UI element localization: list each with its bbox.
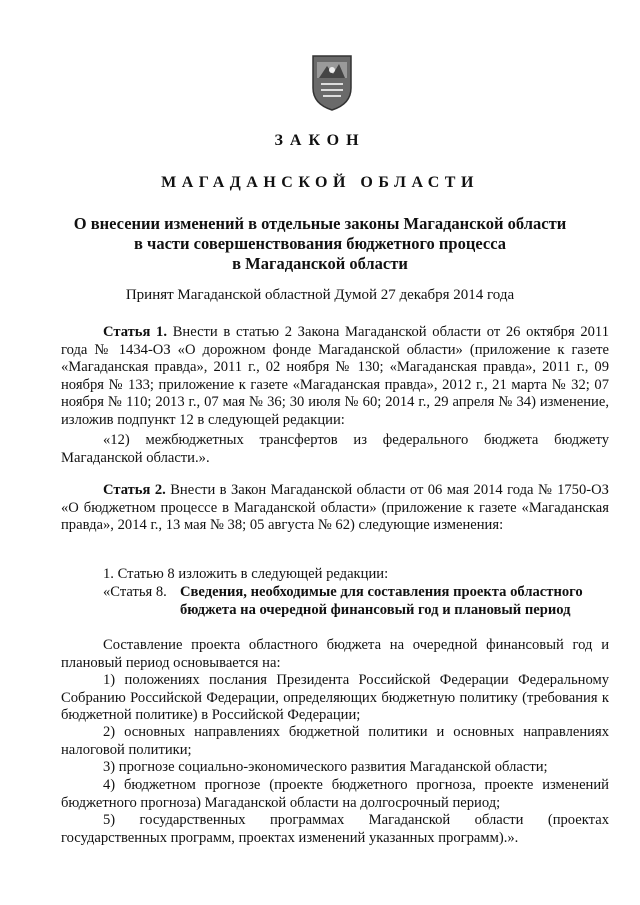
list-item: 2) основных направлениях бюджетной политики и основных направлениях налоговой политики; bbox=[61, 724, 609, 758]
article-8-intro: Составление проекта областного бюджета на очередной финансовый год и плановый период основывается на: bbox=[61, 637, 609, 671]
list-item: 1) положениях послания Президента Российской Федерации Федеральному Собранию Российской Федерации, определяющих бюджетную политику (требования к бюджетной политике) в Российской Федерации; bbox=[61, 672, 609, 723]
list-item: 3) прогнозе социально-экономического развития Магаданской области; bbox=[103, 759, 548, 775]
title-line: в части совершенствования бюджетного процесса bbox=[134, 234, 506, 253]
article-2-label: Статья 2. bbox=[103, 482, 166, 498]
list-item: 4) бюджетном прогнозе (проекте бюджетного прогноза, проекте изменений бюджетного прогноза) Магаданской области на долгосрочный период; bbox=[61, 777, 609, 811]
law-heading: ЗАКОН bbox=[274, 132, 366, 149]
title-line: О внесении изменений в отдельные законы Магаданской области bbox=[73, 214, 567, 233]
article-1-text: Внести в статью 2 Закона Магаданской области от 26 октября 2011 года № 1434-ОЗ «О дорожном фонде Магаданской области» (приложение к газете «Магаданская правда», 2011 г., 02 ноября № 130; «Магаданская правда», 2011 г., 09 ноября № 133; приложение к газете «Магаданская правда», 2012 г., 21 марта № 32; 07 ноября № 110; 2013 г., 07 мая № 36; 30 июля № 60; 2014 г., 29 апреля № 34) изменение, изложив подпункт 12 в следующей редакции: bbox=[61, 324, 609, 428]
article-2-text: Внести в Закон Магаданской области от 06 мая 2014 года № 1750-ОЗ «О бюджетном процессе в Магаданской области» (приложение к газете «Магаданская правда», 2014 г., 13 мая № 38; 05 августа № 62) следующие изменения: bbox=[61, 482, 609, 533]
coat-of-arms-emblem bbox=[311, 54, 353, 112]
article-1-paragraph bbox=[61, 324, 609, 429]
adoption-line: Принят Магаданской областной Думой 27 декабря 2014 года bbox=[125, 287, 515, 303]
article-8-heading: Сведения, необходимые для составления проекта областного бюджета на очередной финансовый год и плановый период bbox=[180, 584, 583, 618]
article-8-label: «Статья 8. bbox=[103, 584, 167, 600]
item-1-text: 1. Статью 8 изложить в следующей редакции: bbox=[103, 566, 389, 582]
law-title bbox=[0, 214, 640, 274]
article-1-label: Статья 1. bbox=[103, 324, 168, 340]
title-line: в Магаданской области bbox=[232, 254, 408, 273]
article-2-paragraph bbox=[61, 482, 609, 535]
region-heading: МАГАДАНСКОЙ ОБЛАСТИ bbox=[161, 174, 479, 191]
list-item: 5) государственных программах Магаданской области (проектах государственных программ, проектах изменений указанных программ).». bbox=[61, 812, 609, 846]
article-1-quote: «12) межбюджетных трансфертов из федерального бюджета бюджету Магаданской области.». bbox=[61, 432, 609, 466]
